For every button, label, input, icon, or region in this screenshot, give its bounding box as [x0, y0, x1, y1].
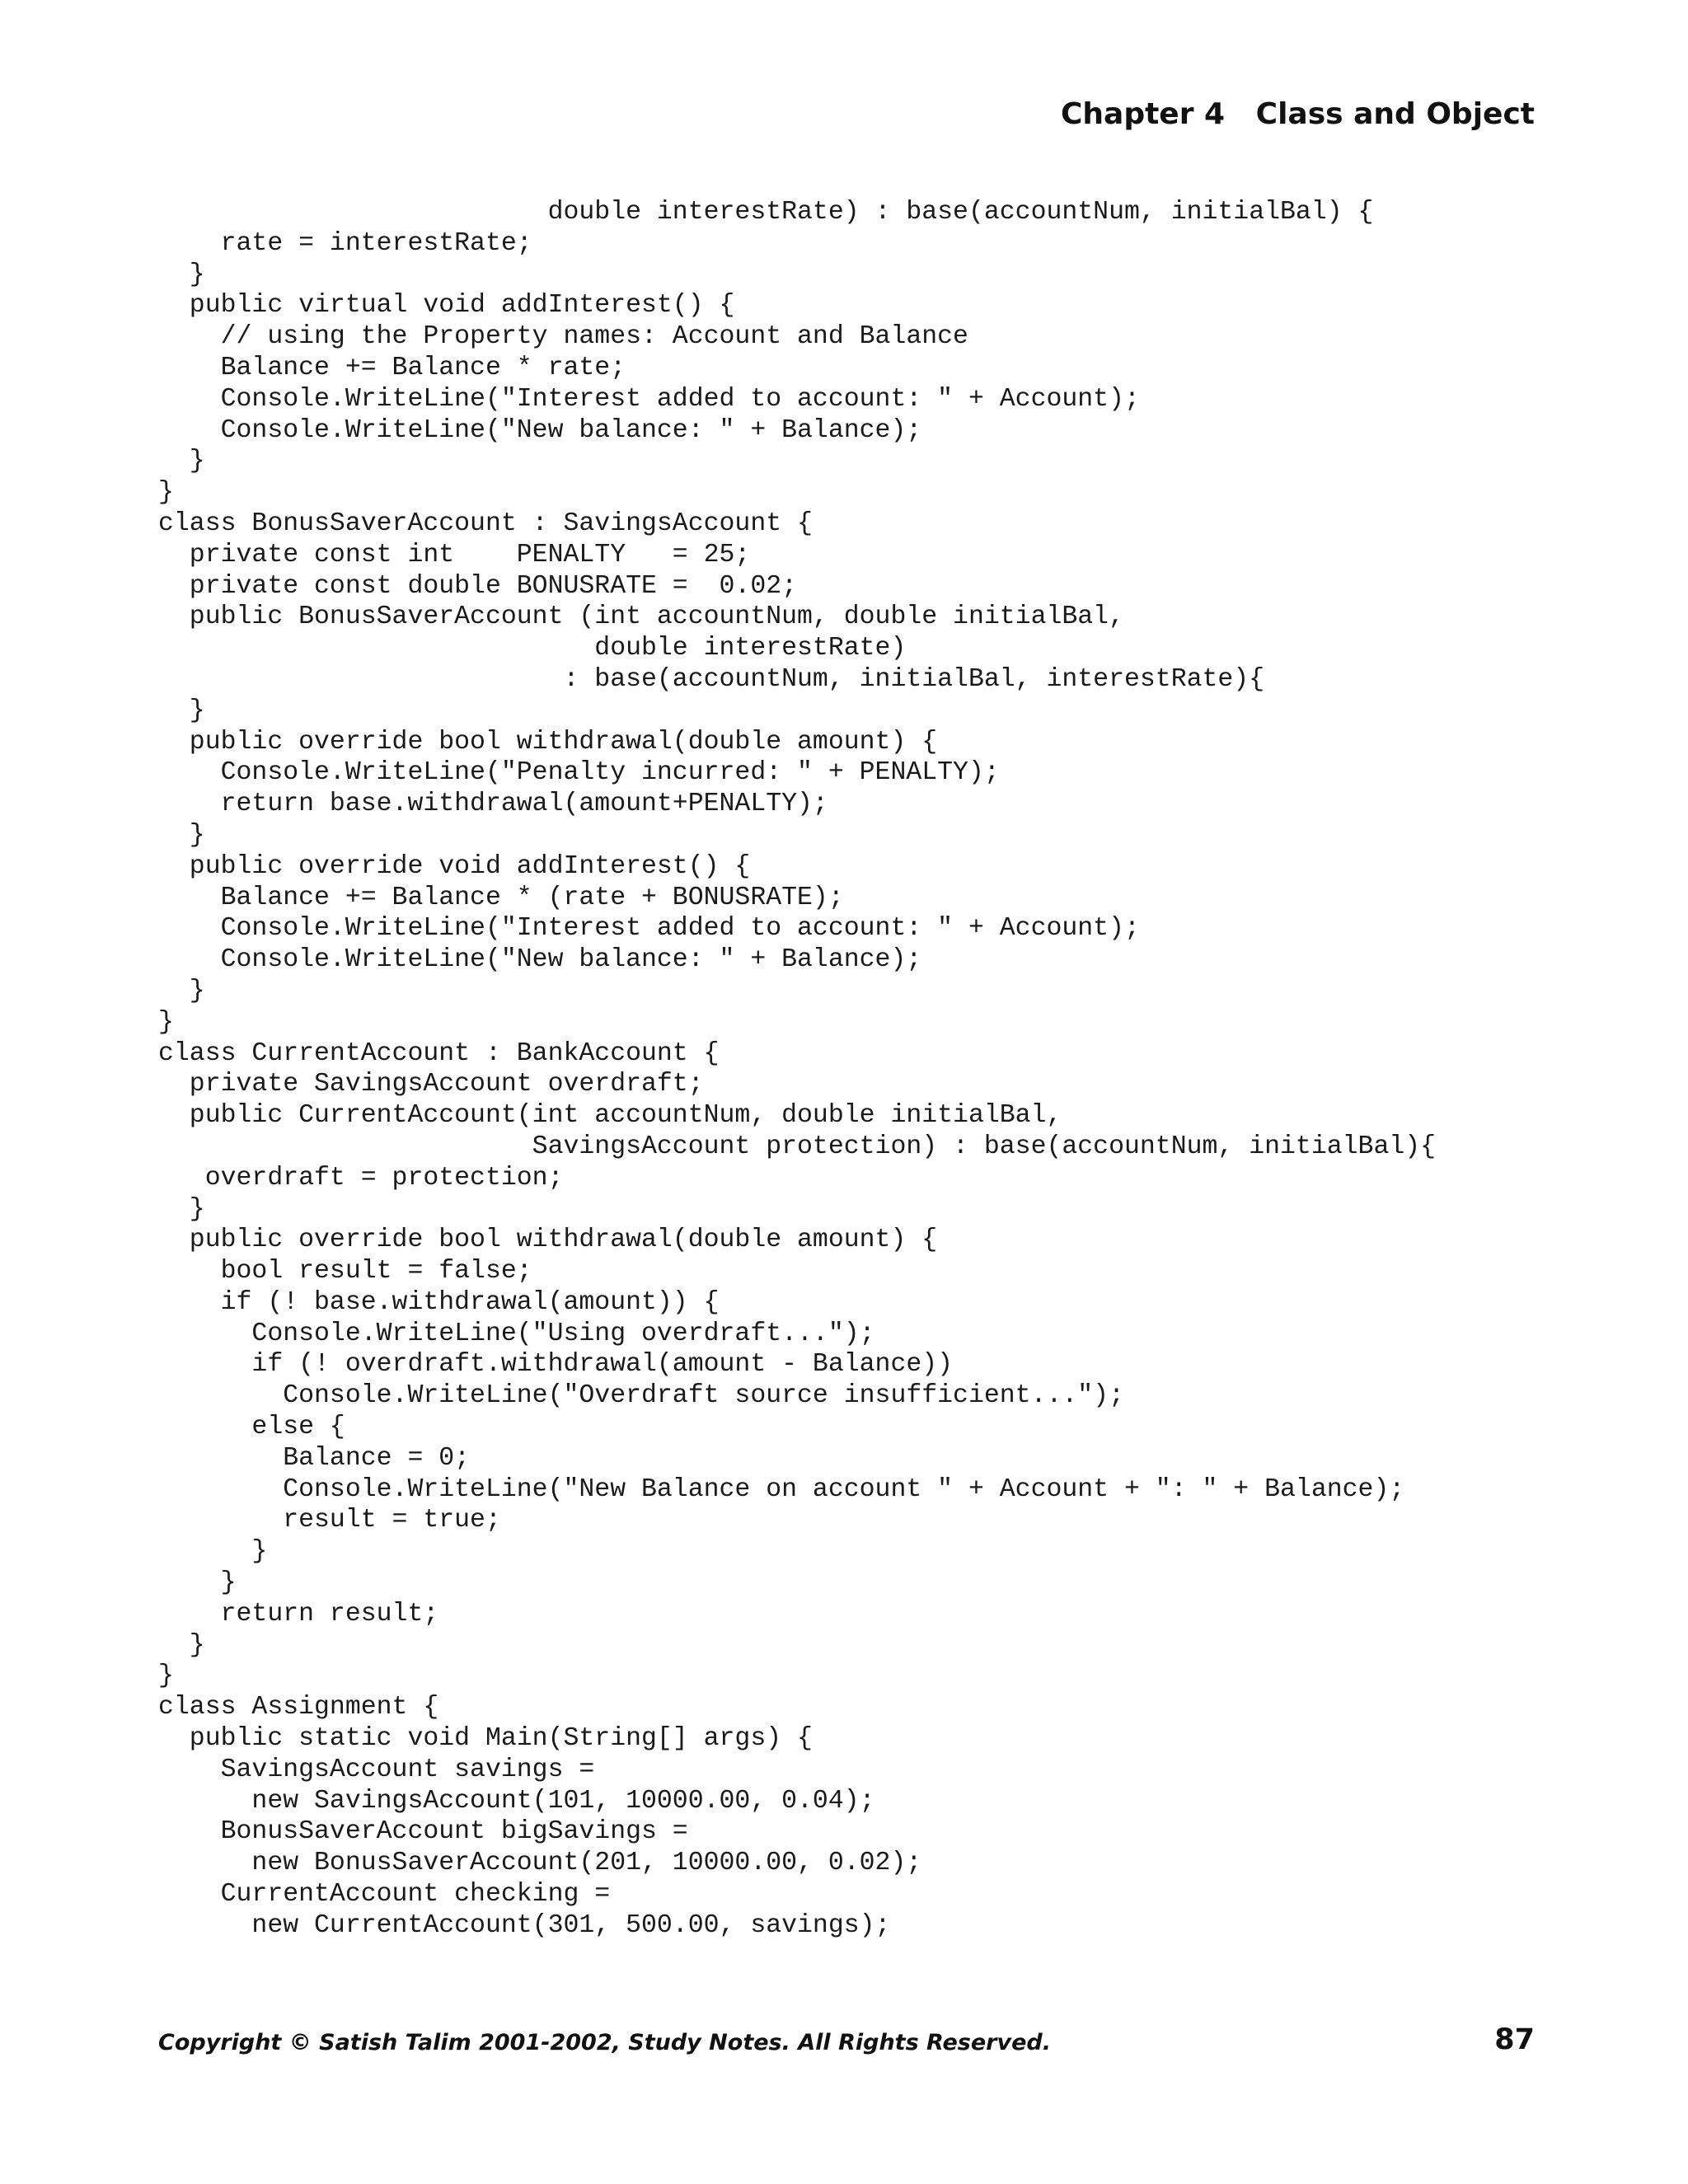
- code-line: }: [158, 1537, 268, 1567]
- chapter-header: Chapter 4 Class and Object: [1060, 97, 1535, 131]
- code-line: CurrentAccount checking =: [158, 1880, 611, 1910]
- code-line: new BonusSaverAccount(201, 10000.00, 0.02);: [158, 1849, 922, 1878]
- code-line: }: [158, 1007, 174, 1037]
- code-line: Console.WriteLine("Overdraft source insufficient...");: [158, 1381, 1124, 1411]
- code-line: }: [158, 696, 205, 725]
- code-line: // using the Property names: Account and Balance: [158, 322, 968, 352]
- code-line: new SavingsAccount(101, 10000.00, 0.04);: [158, 1786, 875, 1816]
- code-line: Console.WriteLine("Interest added to account: " + Account);: [158, 914, 1140, 944]
- code-line: if (! base.withdrawal(amount)) {: [158, 1287, 720, 1317]
- code-line: new CurrentAccount(301, 500.00, savings);: [158, 1910, 891, 1940]
- code-line: Console.WriteLine("New balance: " + Balance);: [158, 945, 922, 975]
- code-line: Console.WriteLine("New Balance on account " + Account + ": " + Balance);: [158, 1474, 1405, 1504]
- code-line: }: [158, 478, 174, 508]
- code-line: public override bool withdrawal(double amount) {: [158, 1226, 938, 1255]
- code-line: }: [158, 1630, 205, 1660]
- code-listing: [158, 197, 1543, 1942]
- code-line: Console.WriteLine("Penalty incurred: " + PENALTY);: [158, 758, 1000, 788]
- code-line: }: [158, 1194, 205, 1224]
- code-line: : base(accountNum, initialBal, interestRate){: [158, 664, 1265, 694]
- code-line: }: [158, 1568, 237, 1598]
- page-number: 87: [1494, 2023, 1535, 2056]
- code-line: double interestRate) : base(accountNum, initialBal) {: [158, 198, 1374, 227]
- code-line: Balance += Balance * (rate + BONUSRATE);: [158, 883, 844, 912]
- code-line: public override void addInterest() {: [158, 851, 751, 881]
- code-line: bool result = false;: [158, 1257, 532, 1286]
- code-line: return result;: [158, 1599, 439, 1629]
- footer-copyright: Copyright © Satish Talim 2001-2002, Study Notes. All Rights Reserved.: [158, 2030, 1051, 2055]
- code-line: public override bool withdrawal(double amount) {: [158, 727, 938, 757]
- code-line: class Assignment {: [158, 1693, 439, 1722]
- code-line: else {: [158, 1413, 345, 1442]
- code-line: Balance += Balance * rate;: [158, 353, 626, 382]
- code-line: if (! overdraft.withdrawal(amount - Balance)): [158, 1350, 954, 1380]
- code-line: private SavingsAccount overdraft;: [158, 1070, 704, 1099]
- code-line: class CurrentAccount : BankAccount {: [158, 1038, 720, 1068]
- code-line: result = true;: [158, 1506, 501, 1535]
- code-line: }: [158, 976, 205, 1005]
- code-line: overdraft = protection;: [158, 1163, 564, 1193]
- code-line: private const int PENALTY = 25;: [158, 540, 751, 569]
- code-line: Console.WriteLine("Using overdraft...");: [158, 1319, 875, 1348]
- code-line: }: [158, 1661, 174, 1691]
- code-line: BonusSaverAccount bigSavings =: [158, 1817, 688, 1847]
- code-line: Console.WriteLine("Interest added to account: " + Account);: [158, 384, 1140, 414]
- code-line: private const double BONUSRATE = 0.02;: [158, 571, 798, 601]
- code-line: return base.withdrawal(amount+PENALTY);: [158, 790, 828, 819]
- code-line: }: [158, 260, 205, 289]
- code-line: }: [158, 447, 205, 476]
- code-line: class BonusSaverAccount : SavingsAccount {: [158, 509, 813, 538]
- code-line: SavingsAccount savings =: [158, 1755, 595, 1784]
- code-line: rate = interestRate;: [158, 228, 532, 258]
- code-line: }: [158, 820, 205, 850]
- code-line: Balance = 0;: [158, 1443, 471, 1473]
- code-line: public CurrentAccount(int accountNum, double initialBal,: [158, 1101, 1062, 1131]
- code-line: public BonusSaverAccount (int accountNum, double initialBal,: [158, 602, 1124, 632]
- code-line: Console.WriteLine("New balance: " + Balance);: [158, 415, 922, 445]
- code-line: SavingsAccount protection) : base(accountNum, initialBal){: [158, 1132, 1437, 1161]
- code-line: public static void Main(String[] args) {: [158, 1724, 813, 1754]
- code-line: public virtual void addInterest() {: [158, 291, 735, 321]
- code-line: double interestRate): [158, 634, 907, 663]
